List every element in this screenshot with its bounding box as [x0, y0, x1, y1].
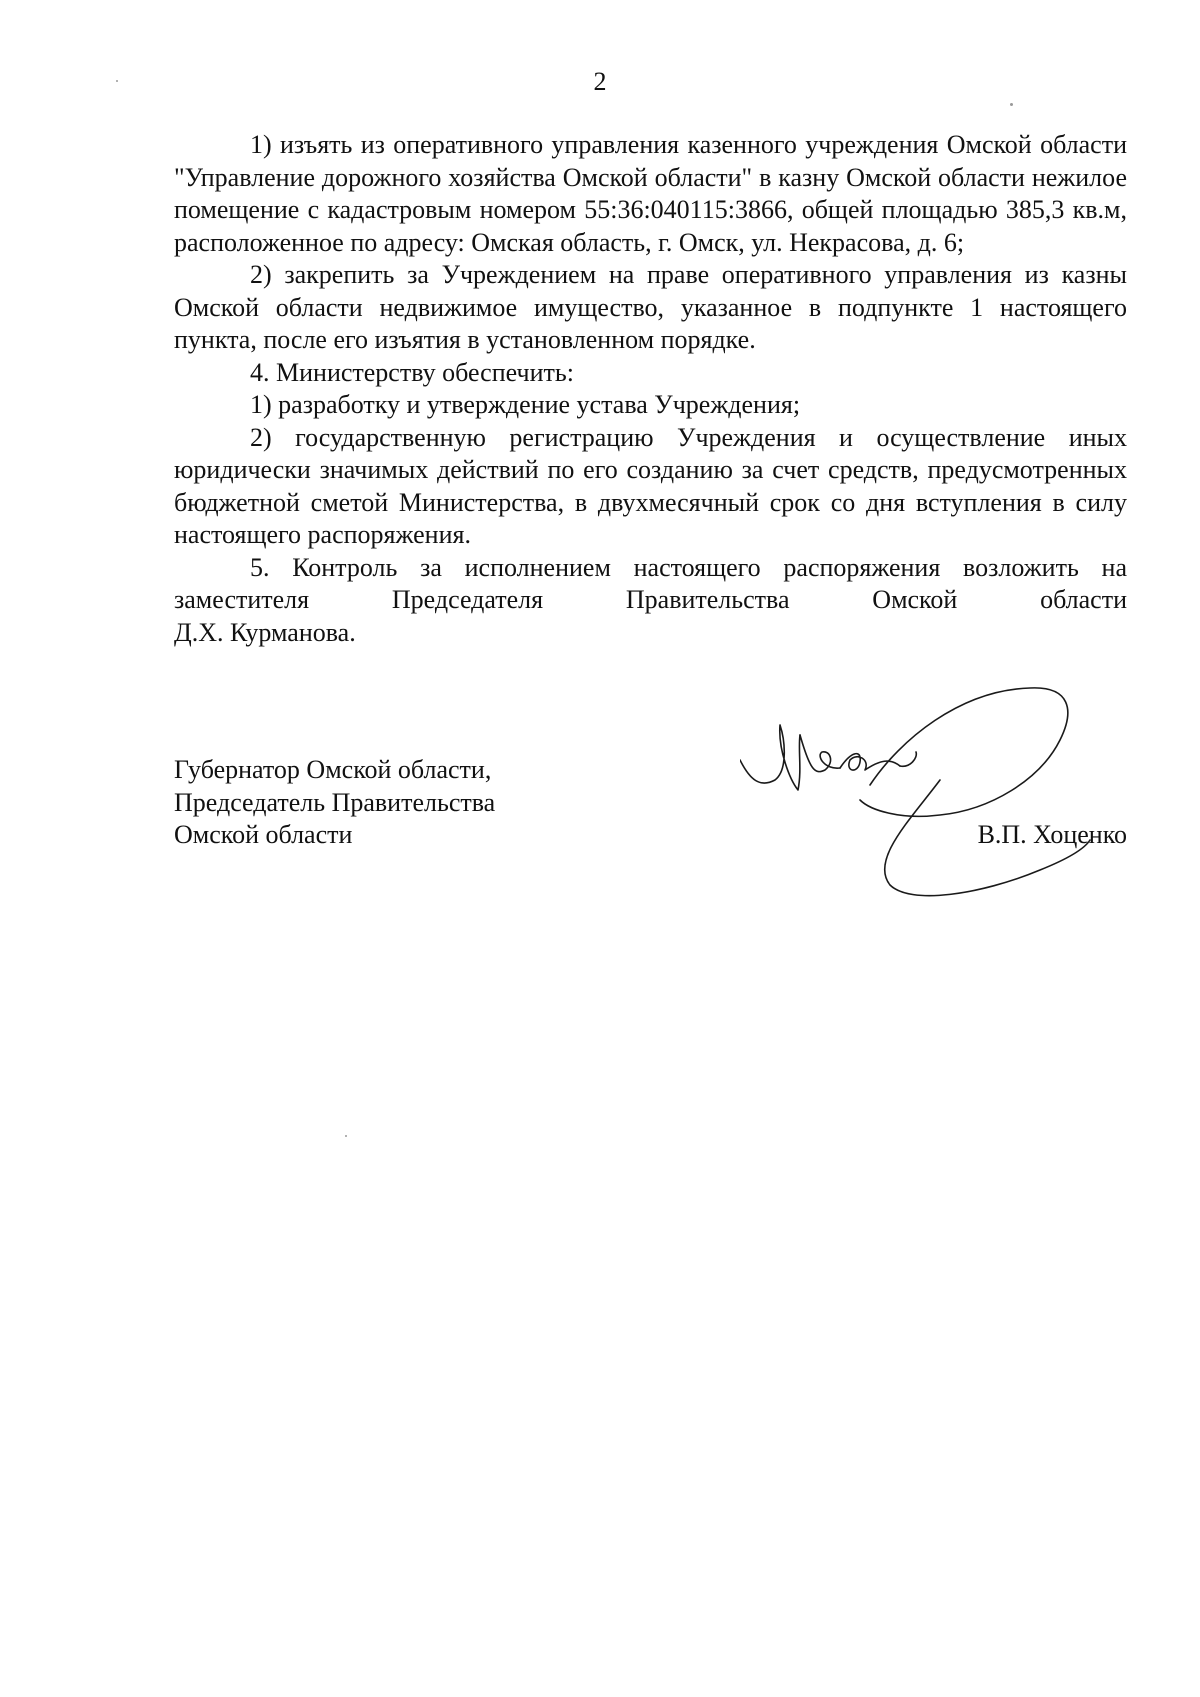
- handwritten-signature: [740, 680, 1140, 910]
- signer-name: В.П. Хоценко: [977, 820, 1127, 849]
- scan-speck: [1010, 103, 1013, 106]
- document-body: [174, 129, 1127, 649]
- signer-title: [174, 754, 495, 852]
- paragraph-registration: 2) государственную регистрацию Учреждения и осуществление иных юридически значимых действий по его созданию за счет средств, предусмотренных бюджетной сметой Министерства, в двухмесячный срок со дня вступления в силу настоящего распоряжения.: [174, 422, 1127, 549]
- page-number: 2: [593, 67, 607, 96]
- paragraph-seize-premises: 1) изъять из оперативного управления казенного учреждения Омской области "Управление дорожного хозяйства Омской области" в казну Омской области нежилое помещение с кадастровым номером 55:36:040115:3866, общей площадью 385,3 кв.м, расположенное по адресу: Омская область, г. Омск, ул. Некрасова, д. 6;: [174, 130, 1127, 257]
- paragraph-control-name: Д.Х. Курманова.: [174, 617, 356, 647]
- signer-title-line: Председатель Правительства: [174, 787, 496, 817]
- paragraph-ministry-ensure: 4. Министерству обеспечить:: [250, 357, 574, 387]
- signer-title-line: Губернатор Омской области,: [174, 755, 492, 784]
- paragraph-control: 5. Контроль за исполнением настоящего распоряжения возложить на заместителя Председателя Правительства Омской области: [174, 552, 1127, 614]
- paragraph-charter: 1) разработку и утверждение устава Учреждения;: [250, 390, 801, 419]
- paragraph-assign-property: 2) закрепить за Учреждением на праве оперативного управления из казны Омской области недвижимое имущество, указанное в подпункте 1 настоящего пункта, после его изъятия в установленном порядке.: [174, 260, 1127, 354]
- scan-speck: [116, 80, 118, 82]
- signer-title-line: Омской области: [174, 820, 353, 849]
- scan-speck: [345, 1135, 347, 1137]
